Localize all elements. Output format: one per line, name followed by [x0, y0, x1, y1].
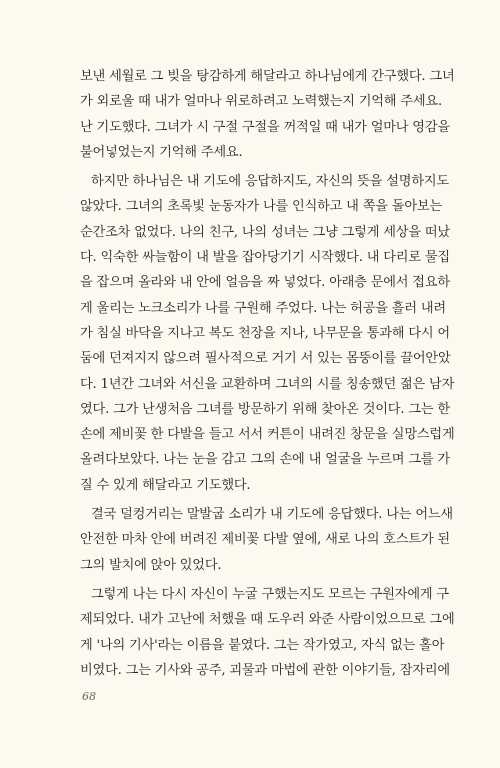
text-line: 순간조차 없었다. 나의 친구, 나의 성녀는 그냥 그렇게 세상을 떠났 — [80, 224, 450, 240]
text-line: 게 '나의 기사'라는 이름을 붙였다. 그는 작가였고, 자식 없는 홀아 — [80, 637, 445, 653]
text-line: 보낸 세월로 그 빚을 탕감하게 해달라고 하나님에게 간구했다. 그녀 — [80, 69, 455, 84]
text-line: 결국 덜컹거리는 말발굽 소리가 내 기도에 응답했다. 나는 어느새 — [91, 507, 453, 523]
text-line: 둠에 던져지지 않으려 필사적으로 거기 서 있는 몸뚱이를 끌어안았 — [80, 351, 451, 367]
text-line: 였다. 그가 난생처음 그녀를 방문하기 위해 찾아온 것이다. 그는 한 — [80, 401, 450, 417]
text-line: 다. 1년간 그녀와 서신을 교환하며 그녀의 시를 칭송했던 젊은 남자 — [80, 376, 455, 392]
text-line: 그렇게 나는 다시 자신이 누굴 구했는지도 모르는 구원자에게 구 — [91, 586, 449, 602]
text-line: 비였다. 그는 기사와 공주, 괴물과 마법에 관한 이야기들, 잠자리에 — [80, 662, 450, 678]
text-line: 질 수 있게 해달라고 기도했다. — [80, 477, 251, 493]
text-line: 올려다보았다. 나는 눈을 감고 그의 손에 내 얼굴을 누르며 그를 가 — [80, 452, 450, 468]
text-line: 다. 익숙한 싸늘함이 내 발을 잡아당기기 시작했다. 내 다리로 물집 — [80, 250, 450, 266]
paragraph — [80, 582, 455, 683]
paragraph — [80, 502, 453, 578]
text-line: 손에 제비꽃 한 다발을 들고 서서 커튼이 내려진 창문을 실망스럽게 — [80, 427, 455, 443]
page-number: 68 — [82, 690, 96, 703]
body-text — [80, 64, 455, 687]
paragraph — [80, 64, 455, 165]
text-line: 제되었다. 내가 고난에 처했을 때 도우러 와준 사람이었으므로 그에 — [80, 612, 455, 628]
text-line: 난 기도했다. 그녀가 시 구절 구절을 꺼적일 때 내가 얼마나 영감을 — [80, 119, 450, 135]
text-line: 불어넣었는지 기억해 주세요. — [80, 144, 243, 160]
text-line: 을 잡으며 올라와 내 안에 얼음을 짜 넣었다. 아래층 문에서 접요하 — [80, 275, 450, 291]
text-line: 가 외로울 때 내가 얼마나 위로하려고 노력했는지 기억해 주세요. — [80, 94, 442, 110]
text-line: 안전한 마차 안에 버려진 제비꽃 다발 옆에, 새로 나의 호스트가 된 — [80, 532, 450, 548]
text-line: 않았다. 그녀의 초록빛 눈동자가 나를 인식하고 내 쪽을 돌아보는 — [80, 199, 442, 215]
text-line: 가 침실 바닥을 지나고 복도 천장을 지나, 나무문을 통과해 다시 어 — [80, 325, 450, 341]
text-line: 게 울리는 노크소리가 나를 구원해 주었다. 나는 허공을 흘러 내려 — [80, 300, 446, 316]
text-line: 하지만 하나님은 내 기도에 응답하지도, 자신의 뜻을 설명하지도 — [91, 174, 449, 190]
paragraph — [80, 169, 455, 498]
text-line: 그의 발치에 앉아 있었다. — [80, 557, 222, 573]
